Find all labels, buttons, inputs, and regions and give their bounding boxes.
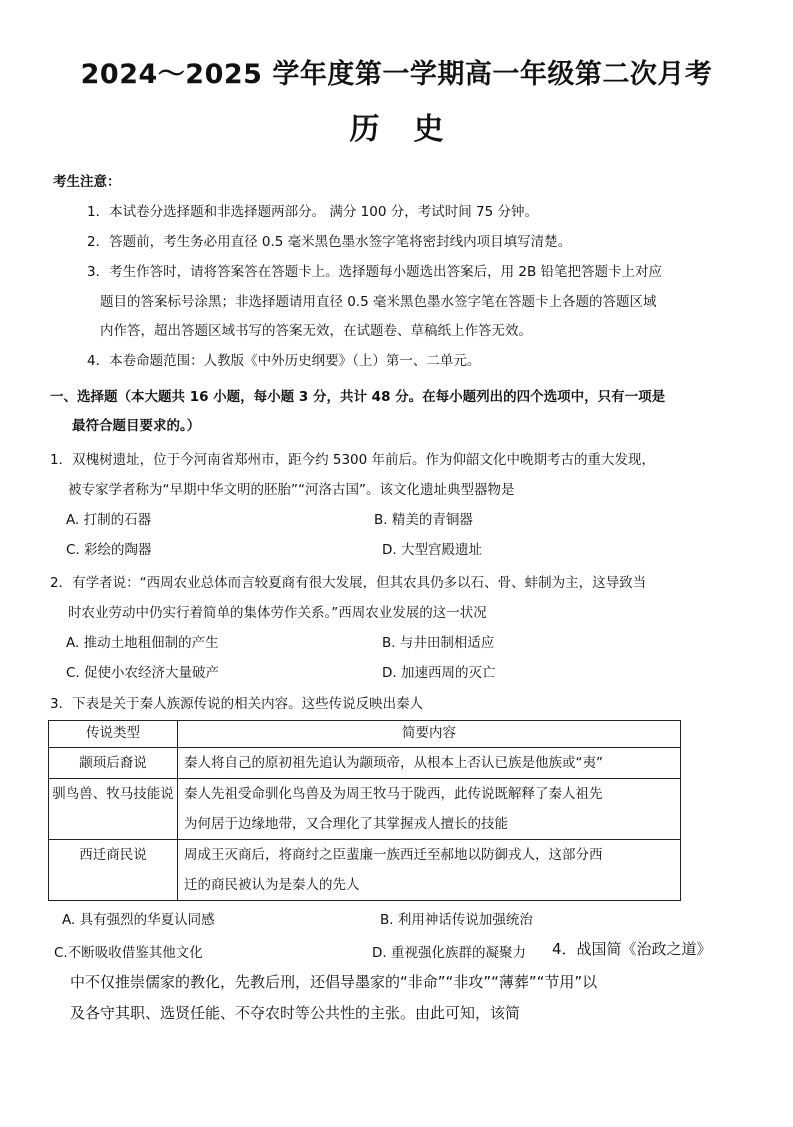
notice-heading: 考生注意： (53, 174, 121, 190)
q2-stem: 2．有学者说：“西周农业总体而言较夏商有很大发展，但其农具仍多以石、骨、蚌制为主，这导致当 (50, 575, 647, 591)
q2-option-d: D. 加速西周的灭亡 (382, 665, 496, 681)
q3-option-a: A. 具有强烈的华夏认同感 (62, 912, 215, 928)
subject-title: 历史 (349, 112, 478, 147)
table-header-type: 传说类型 (49, 721, 178, 748)
table-row (49, 840, 681, 901)
table-cell-type (49, 840, 178, 901)
q2-stem-line2: 时农业劳动中仍实行着简单的集体劳作关系。”西周农业发展的这一状况 (68, 605, 487, 621)
notice-line-3b: 题目的答案标号涂黑；非选择题请用直径 0.5 毫米黑色墨水签字笔在答题卡上各题的答题区域 (100, 294, 657, 310)
table-cell-content (178, 840, 681, 901)
table-header-row (49, 721, 681, 748)
q1-option-b: B. 精美的青铜器 (374, 512, 473, 528)
q3-option-d: D. 重视强化族群的凝聚力 (372, 945, 526, 961)
q1-option-d: D. 大型宫殿遗址 (382, 542, 482, 558)
table-cell-line: 为何居于边缘地带，又合理化了其掌握戎人擅长的技能 (184, 816, 508, 832)
q4-stem: 4．战国简《治政之道》 (552, 940, 712, 958)
table-cell-type: 驯鸟兽、牧马技能说 (49, 779, 178, 840)
table-cell-line: 秦人将自己的原初祖先追认为颛顼帝，从根本上否认已族是他族或“夷” (184, 755, 603, 771)
table-cell-line: 秦人先祖受命驯化鸟兽及为周王牧马于陇西，此传说既解释了秦人祖先 (184, 786, 603, 802)
table-row (49, 748, 681, 779)
legend-table (48, 720, 681, 901)
table-cell-type: 颛顼后裔说 (49, 748, 178, 779)
q1-option-a: A. 打制的石器 (66, 512, 152, 528)
exam-title: 2024～2025 学年度第一学期高一年级第二次月考 (80, 59, 713, 90)
q2-option-a: A. 推动土地租佃制的产生 (66, 635, 219, 651)
notice-line-1: 1．本试卷分选择题和非选择题两部分。 满分 100 分，考试时间 75 分钟。 (87, 204, 538, 220)
q3-option-b: B. 利用神话传说加强统治 (380, 912, 533, 928)
q2-option-b: B. 与井田制相适应 (382, 635, 495, 651)
table-cell-content (178, 779, 681, 840)
notice-line-3: 3．考生作答时，请将答案答在答题卡上。选择题每小题选出答案后，用 2B 铅笔把答题卡上对应 (87, 264, 663, 280)
notice-line-4: 4．本卷命题范围：人教版《中外历史纲要》（上）第一、二单元。 (87, 353, 481, 369)
table-cell-line: 周成王灭商后，将商纣之臣蜚廉一族西迁至郝地以防御戎人，这部分西 (184, 847, 603, 863)
table-header-content: 简要内容 (178, 721, 681, 748)
table-cell-content (178, 748, 681, 779)
q3-option-c: C.不断吸收借鉴其他文化 (54, 945, 203, 961)
notice-line-2: 2．答题前，考生务必用直径 0.5 毫米黑色墨水签字笔将密封线内项目填写清楚。 (87, 234, 572, 250)
q2-option-c: C. 促使小农经济大量破产 (66, 665, 220, 681)
section-heading-line2: 最符合题目要求的。） (72, 418, 201, 434)
q1-stem: 1．双槐树遗址，位于今河南省郑州市，距今约 5300 年前后。作为仰韶文化中晚期考古的重大发现， (50, 452, 656, 468)
table-row (49, 779, 681, 840)
section-heading: 一、选择题（本大题共 16 小题，每小题 3 分，共计 48 分。在每小题列出的四个选项中，只有一项是 (50, 389, 666, 405)
q4-stem-line3: 及各守其职、选贤任能、不夺农时等公共性的主张。由此可知，该简 (70, 1004, 521, 1022)
table-cell-line: 迁的商民被认为是秦人的先人 (184, 877, 360, 893)
q4-stem-line2: 中不仅推崇儒家的教化，先教后刑，还倡导墨家的“非命”“非攻”“薄葬”“节用”以 (70, 973, 598, 991)
q1-option-c: C. 彩绘的陶器 (66, 542, 152, 558)
table-cell-type-text: 西迁商民说 (79, 847, 147, 863)
q3-stem: 3．下表是关于秦人族源传说的相关内容。这些传说反映出秦人 (50, 696, 424, 712)
notice-line-3c: 内作答，超出答题区域书写的答案无效，在试题卷、草稿纸上作答无效。 (100, 323, 532, 339)
q1-stem-line2: 被专家学者称为“早期中华文明的胚胎”“河洛古国”。该文化遗址典型器物是 (68, 482, 515, 498)
